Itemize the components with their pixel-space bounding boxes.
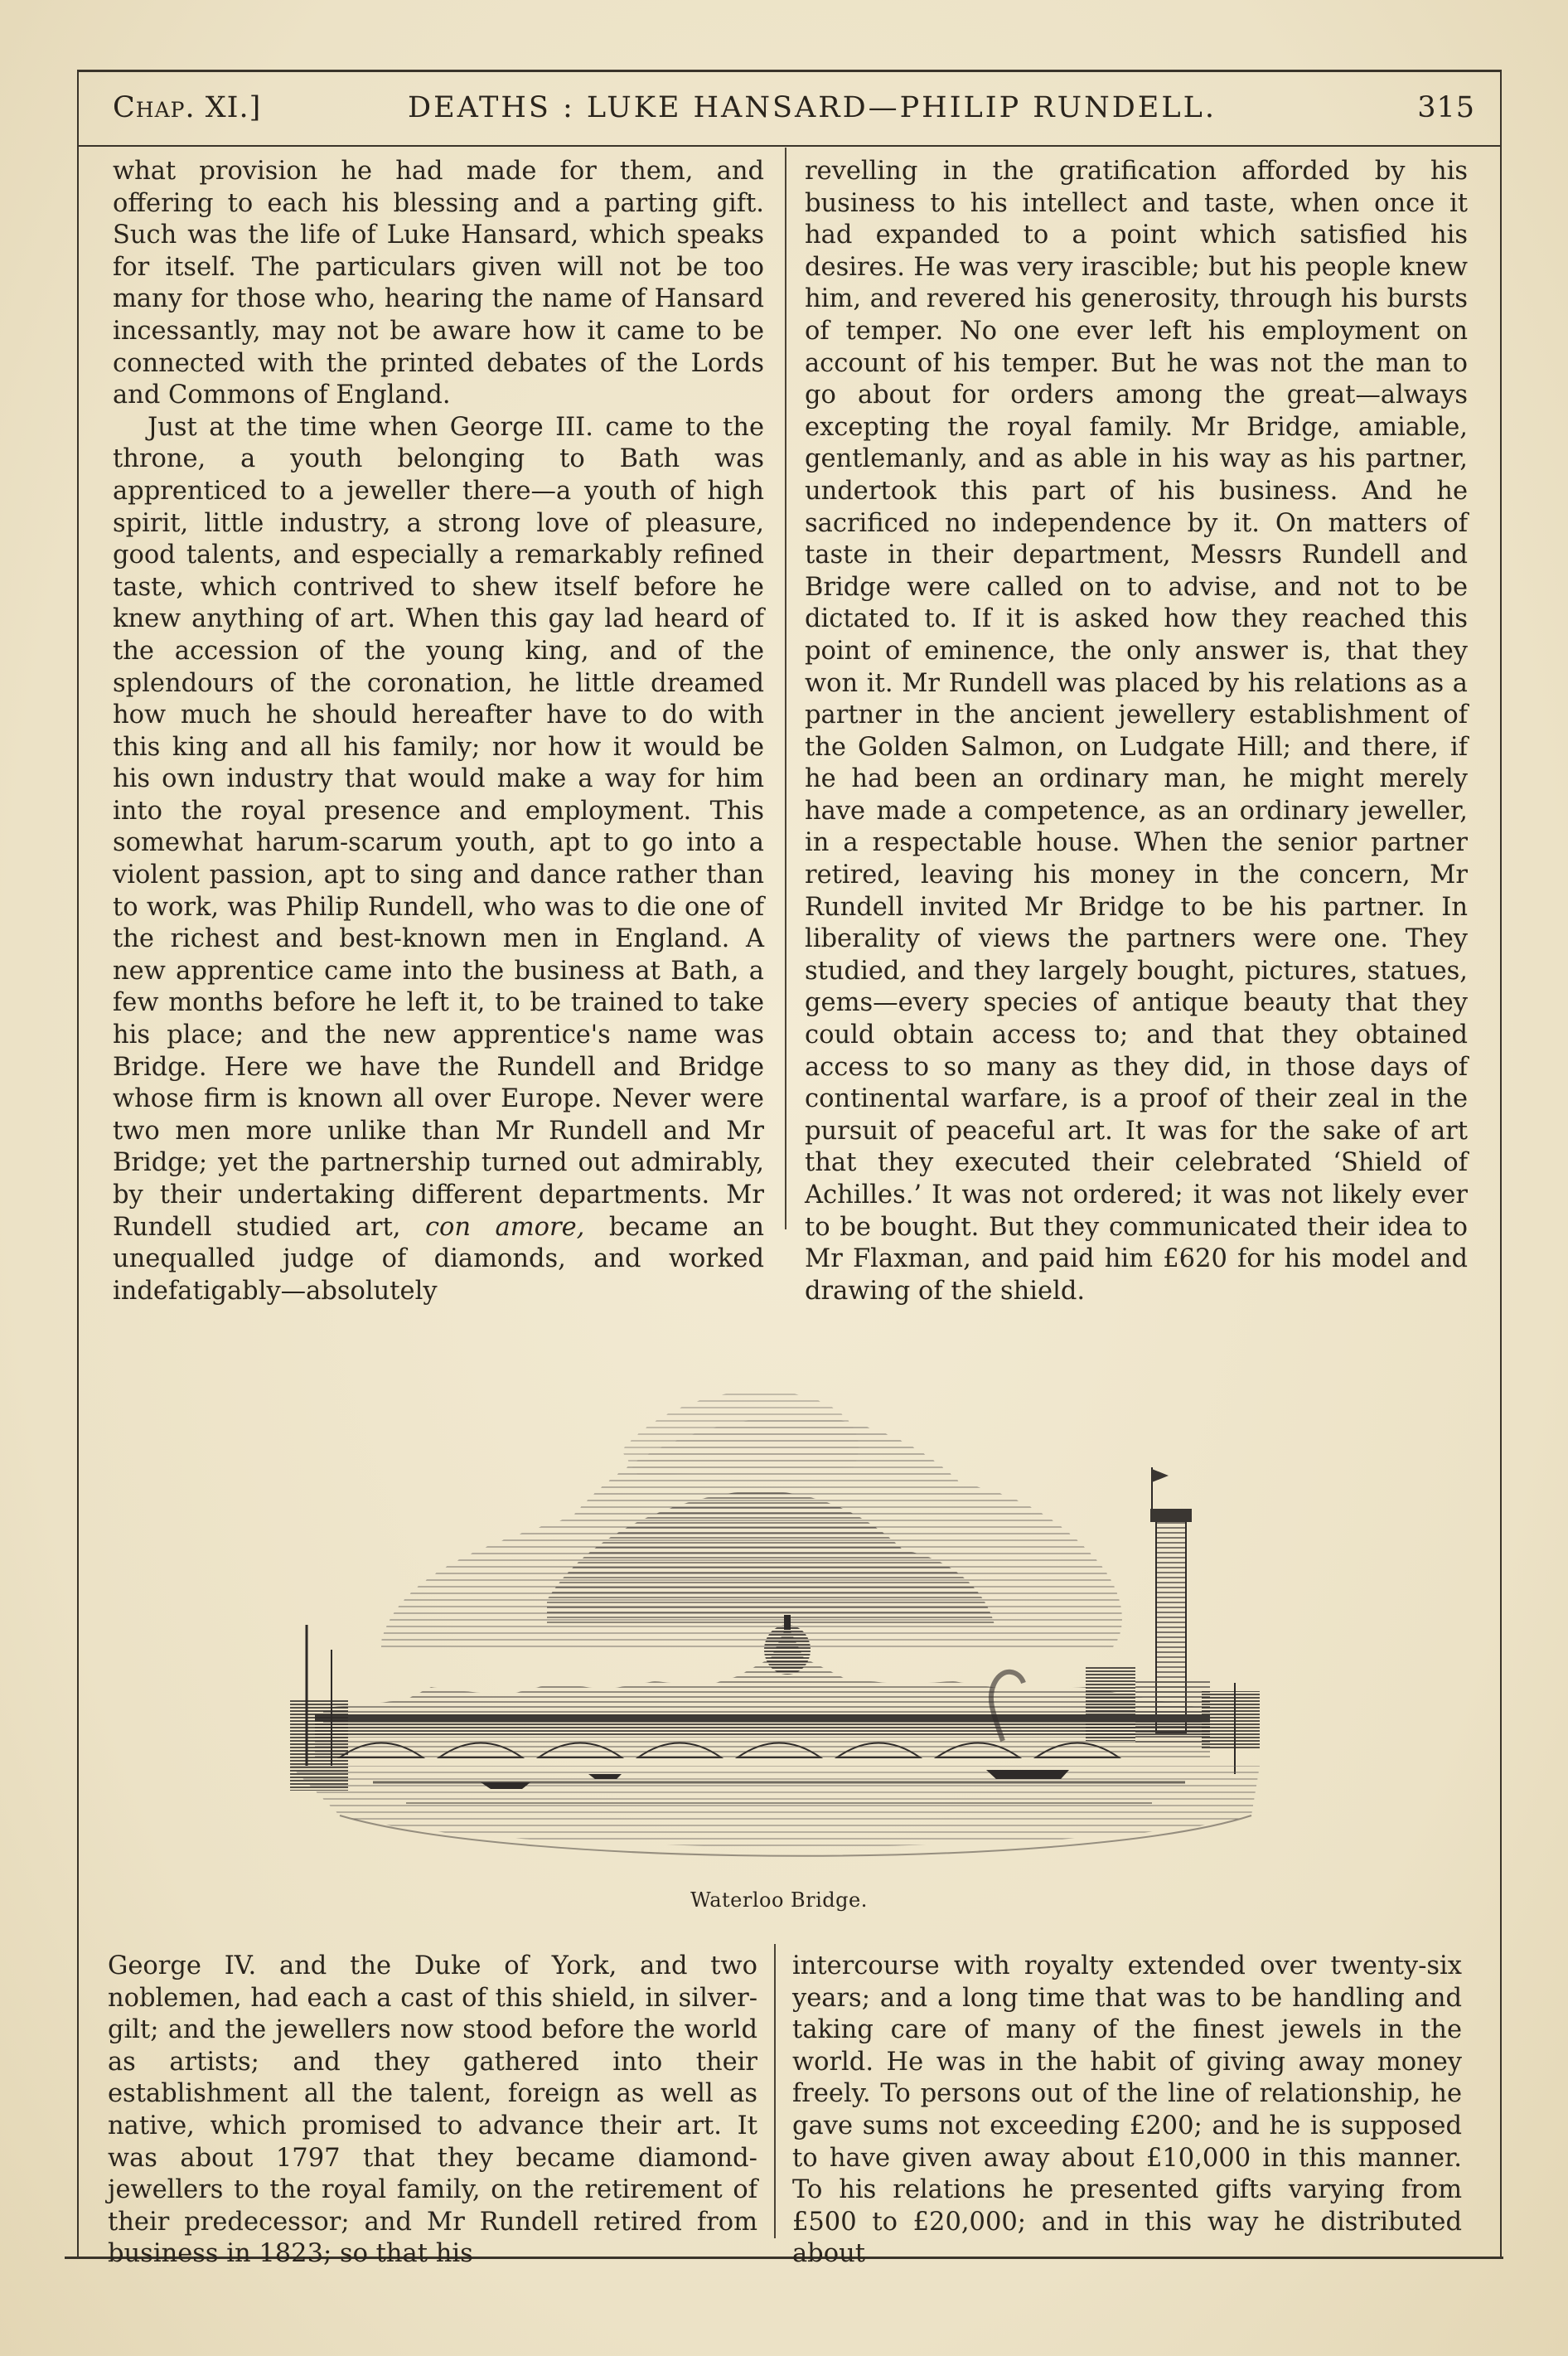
bridge-balustrade <box>315 1714 1210 1721</box>
header-rule <box>77 145 1500 147</box>
shot-tower-top <box>1150 1509 1192 1522</box>
bridge-deck <box>315 1720 1210 1737</box>
riverside-building <box>1202 1691 1260 1749</box>
top-border-rule <box>77 70 1500 72</box>
paragraph: intercourse with royalty extended over twenty-six years; and a long time that was to be handling and taking care of many of the finest jewels in the world. He was in the habit of giving away money freely. To persons out of the line of relationship, he gave sums not exceeding £200; and he is supposed to have given away about £10,000 in this manner. To his relations he presented gifts varying from £500 to £20,000; and in this way he distributed about <box>792 1951 1462 2269</box>
cathedral-lantern <box>784 1615 791 1630</box>
barge <box>986 1770 1069 1779</box>
column-top-left <box>113 156 764 1307</box>
chapter-label: Chap. XI.] <box>113 91 262 124</box>
paragraph-text: Just at the time when George III. came to the throne, a youth belonging to Bath was apprenticed to a jeweller there—a youth of high spirit, little industry, a strong love of pleasure, good talents, and especially a remarkably refined taste, which contrived to shew itself before he knew anything of art. When this gay lad heard of the accession of the young king, and of the splendours of the coronation, he little dreamed how much he should hereafter have to do with this king and all his family; nor how it would be his own industry that would make a way for him into the royal presence and employment. This somewhat harum-scarum youth, apt to go into a violent passion, apt to sing and dance rather than to work, was Philip Rundell, who was to die one of the richest and best-known men in England. A new apprentice came into the business at Bath, a few months before he left it, to be trained to take his place; and the new apprentice's name was Bridge. Here we have the Rundell and Bridge whose firm is known all over Europe. Never were two men more unlike than Mr Rundell and Mr Bridge; yet the partnership turned out admirably, by their undertaking different departments. Mr Rundell studied art, <box>113 412 764 1242</box>
running-title: DEATHS : LUKE HANSARD—PHILIP RUNDELL. <box>408 91 1217 124</box>
column-bottom-right <box>792 1951 1462 2271</box>
bridge-piers <box>315 1737 1210 1760</box>
paragraph: revelling in the gratification afforded by his business to his intellect and taste, when once it had expanded to a point which satisfied his desires. He was very irascible; but his people knew him, and revered his generosity, through his bursts of temper. No one ever left his employment on account of his temper. But he was not the man to go about for orders among the great—always excepting the royal family. Mr Bridge, amiable, gentlemanly, and as able in his way as his partner, undertook this part of his business. And he sacrificed no independence by it. On matters of taste in their department, Messrs Rundell and Bridge were called on to advise, and not to be dictated to. If it is asked how they reached this point of eminence, the only answer is, that they won it. Mr Rundell was placed by his relations as a partner in the ancient jewellery establishment of the Golden Salmon, on Ludgate Hill; and there, if he had been an ordinary man, he might merely have made a competence, as an ordinary jeweller, in a respectable house. When the senior partner retired, leaving his money in the concern, Mr Rundell invited Mr Bridge to be his partner. In liberality of views the partners were one. They studied, and they largely bought, pictures, statues, gems—every species of antique beauty that they could obtain access to; and that they obtained access to so many as they did, in those days of continental warfare, is a proof of their zeal in the pursuit of peaceful art. It was for the sake of art that they executed their celebrated ‘Shield of Achilles.’ It was not ordered; it was not likely ever to be bought. But they communicated their idea to Mr Flaxman, and paid him £620 for his model and drawing of the shield. <box>805 157 1468 1306</box>
column-bottom-left <box>108 1951 757 2271</box>
cloud-top <box>622 1391 859 1476</box>
waterloo-bridge-engraving <box>273 1351 1318 1874</box>
page-number: 315 <box>1417 91 1475 124</box>
flag <box>1152 1469 1169 1482</box>
paragraph: what provision he had made for them, and offering to each his blessing and a parting gift. Such was the life of Luke Hansard, which speaks for itself. The particulars given will not be too many for those who, hearing the name of Hansard incessantly, may not be aware how it came to be connected with the printed debates of the Lords and Commons of England. <box>113 157 764 410</box>
left-frame-line <box>77 70 79 2257</box>
column-divider-top <box>785 148 786 1229</box>
cathedral-dome <box>764 1625 811 1675</box>
right-frame-line <box>1500 70 1502 2257</box>
figure-caption: Waterloo Bridge. <box>690 1888 868 1912</box>
column-divider-bottom <box>774 1944 776 2238</box>
paragraph: George IV. and the Duke of York, and two noblemen, had each a cast of this shield, in silver-gilt; and the jewellers now stood before the world as artists; and they gathered into their establishment all the talent, foreign as well as native, which promised to advance their art. It was about 1797 that they became diamond-jewellers to the royal family, on the retirement of their predecessor; and Mr Rundell retired from business in 1823; so that his <box>108 1951 757 2269</box>
italic-phrase: con amore, <box>424 1212 585 1242</box>
column-top-right <box>805 156 1468 1307</box>
paragraph <box>113 412 764 1308</box>
paragraph-text: became an unequalled judge of diamonds, and worked indefatigably—absolutely <box>113 1212 764 1306</box>
